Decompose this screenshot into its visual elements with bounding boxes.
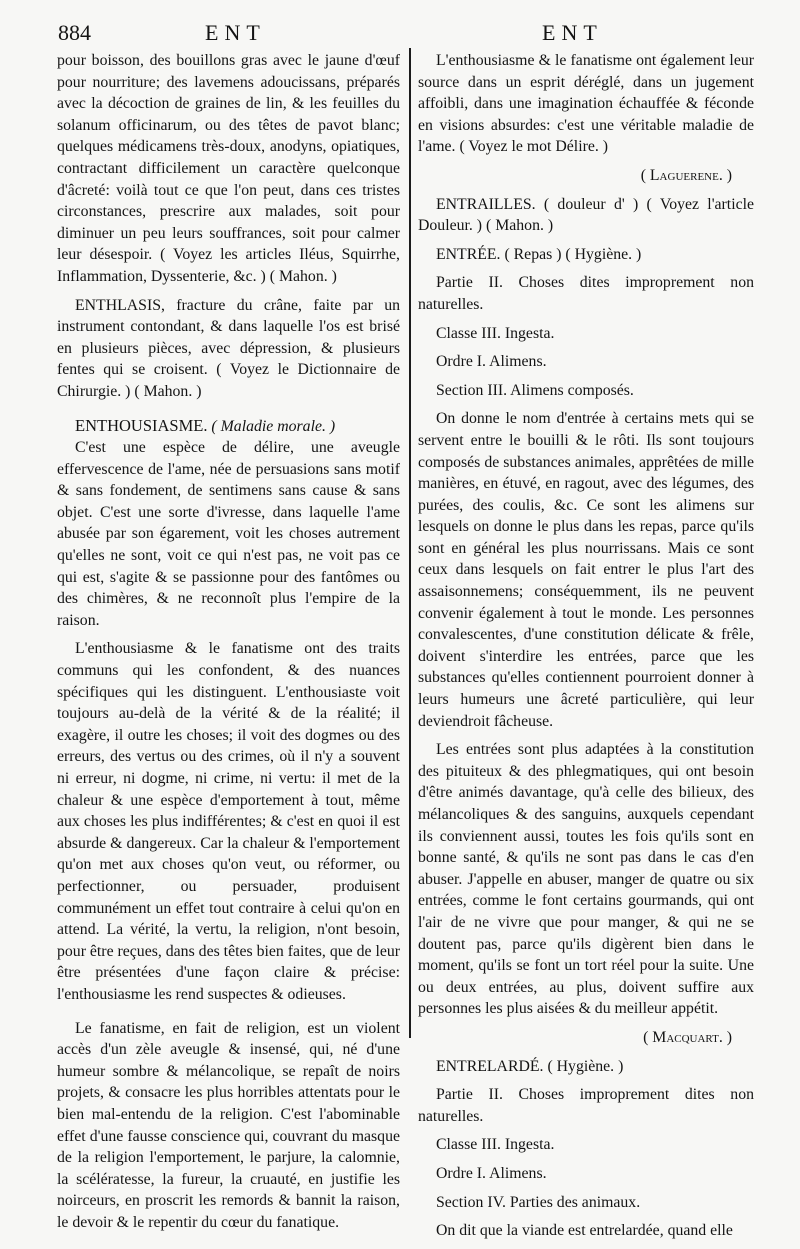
right-column (418, 50, 754, 1249)
entry-entrelarde-heading: ENTRELARDÉ. ( Hygiène. ) (436, 1057, 624, 1075)
classification-section: Section III. Alimens composés. (436, 381, 634, 399)
column-divider (409, 48, 411, 1038)
paragraph-fanaticism: Le fanatisme, en fait de religion, est un violent accès d'un zèle aveugle & insensé, qui, né d'une humeur sombre & mélancolique, se repaît de noirs projets, & consacre les plus horribles attentats pour le bien mal-entendu de la religion. C'est l'abominable effet d'une fausse conscience qui, couvrant du masque de la religion l'emportement, le parjure, la calomnie, la scélératesse, la fureur, la cruauté, en justifie les noirceurs, en proscrit les remords & bannit la raison, le devoir & le repentir du cœur du fanatique. (57, 1019, 400, 1231)
paragraph-entree-definition: On donne le nom d'entrée à certains mets qui se servent entre le bouilli & le rôti. Ils sont toujours composés de substances animales, apprêtées de mille manières, en étuvé, en ragout, avec des légumes, des purées, des coulis, &c. Ce sont les alimens sur lesquels on donne le plus dans les repas, parce qu'ils sont en général les plus nourrissans. Mais ce sont ceux dans lesquels on fait entrer le plus l'art des assaisonnemens; conséquemment, ils ne peuvent convenir également à tout le monde. Les personnes convalescentes, d'une constitution délicate & frêle, doivent s'interdire les entrées, parce que les substances qu'elles contiennent pourroient donner à leurs humeurs une âcreté particulière, qui leur deviendroit fâcheuse. (418, 410, 754, 730)
classification-ordre: Ordre I. Alimens. (436, 1164, 547, 1182)
entry-entrailles: ENTRAILLES. ( douleur d' ) ( Voyez l'article Douleur. ) ( Mahon. ) (418, 195, 754, 235)
headword: ENTHOUSIASME. (75, 415, 208, 435)
headword-category: ( Maladie morale. ) (211, 417, 336, 435)
running-header (0, 18, 800, 48)
paragraph-entrelarde: On dit que la viande est entrelardée, quand elle (436, 1222, 733, 1240)
running-head-left: ENT (205, 20, 266, 45)
running-head-right: ENT (542, 20, 603, 45)
classification-partie: Partie II. Choses improprement dites non naturelles. (418, 1086, 754, 1125)
paragraph-continuation: L'enthousiasme & le fanatisme ont également leur source dans un esprit déréglé, dans un jugement affoibli, dans une imagination échauffée & féconde en visions absurdes: c'est une véritable maladie de l'ame. ( Voyez le mot Délire. ) (418, 52, 754, 156)
entry-enthlasis: ENTHLASIS, fracture du crâne, faite par un instrument contondant, & dans laquelle l'os est brisé en plusieurs pièces, avec dépression, & plusieurs fentes qui se croisent. ( Voyez le Dictionnaire de Chirurgie. ) ( Mahon. ) (57, 296, 400, 400)
classification-section: Section IV. Parties des animaux. (436, 1193, 641, 1211)
entry-enthousiasme-heading (57, 415, 400, 438)
page-number: 884 (58, 20, 91, 45)
author-signature: ( Laguerene. ) (640, 166, 732, 184)
entry-entree-heading: ENTRÉE. ( Repas ) ( Hygiène. ) (436, 245, 642, 263)
classification-classe: Classe III. Ingesta. (436, 324, 555, 342)
classification-ordre: Ordre I. Alimens. (436, 353, 547, 371)
left-column (57, 50, 400, 1240)
author-signature: ( Macquart. ) (643, 1028, 732, 1046)
classification-partie: Partie II. Choses dites improprement non naturelles. (418, 274, 754, 313)
paragraph-enthusiasm-fanaticism: L'enthousiasme & le fanatisme ont des traits communs qui les confondent, & des nuances spécifiques qui les distinguent. L'enthousiaste voit toujours au-delà de la vérité & de la réalité; il exagère, il outre les choses; il voit des dogmes ou des erreurs, des vertus ou des crimes, où il n'y a souvent ni erreur, ni dogme, ni crime, ni vertu: il met de la chaleur & une espèce d'emportement à tout, même aux choses les plus indifférentes; & c'est en quoi il est absurde & dangereux. Car la chaleur & l'emportement qu'on met aux choses qu'on veut, ou réformer, ou perfectionner, ou persuader, produisent communément un effet tout contraire à celui qu'on en attend. La vérité, la vertu, la religion, n'ont besoin, pour être reçues, dans des têtes bien faites, que de leur être présentées d'une façon claire & précise: l'enthousiasme les rend suspectes & odieuses. (57, 640, 401, 1003)
paragraph-continuation: pour boisson, des bouillons gras avec le jaune d'œuf pour nourriture; des lavemens adoucissans, préparés avec la décoction de graines de lin, & les feuilles du solanum officinarum, ou des têtes de pavot blanc; quelques médicamens très-doux, anodyns, opiatiques, contractant difficilement un caractère quelconque d'âcreté: voilà tout ce que l'on peut, dans ces tristes circonstances, prescrire aux malades, soit pour diminuer un peu leurs souffrances, soit pour calmer leur désespoir. ( Voyez les articles Iléus, Squirrhe, Inflammation, Dyssenterie, &c. ) ( Mahon. ) (57, 52, 400, 285)
classification-classe: Classe III. Ingesta. (436, 1136, 555, 1154)
paragraph-entree-constitution: Les entrées sont plus adaptées à la constitution des pituiteux & des phlegmatiques, qui ont besoin d'être animés davantage, qu'à celle des bilieux, des mélancoliques & des sanguins, auxquels cependant ils conviennent aussi, toutes les fois qu'ils sont en bonne santé, & qu'ils ne sont pas dans le cas d'en abuser. J'appelle en abuser, manger de quatre ou six entrées, comme le font certains gourmands, qui ont l'air de ne vivre que pour manger, & qui ne se doutent pas, parce qu'ils digèrent bien dans le moment, qu'ils se font un tort réel pour la suite. Une ou deux entrées, au plus, doivent suffire aux personnes les plus aisées & du meilleur appétit. (418, 741, 754, 1018)
paragraph-definition: C'est une espèce de délire, une aveugle effervescence de l'ame, née de persuasions sans motif & sans fondement, de sentimens sans cause & sans objet. C'est une sorte d'ivresse, dans laquelle l'ame abusée par son égarement, voit les choses autrement qu'elles ne sont, voit ce qui n'est pas, ne voit pas ce qui est, s'agite & se passionne pour des fantômes ou des chimères, & ne reconnoît plus l'empire de la raison. (57, 439, 400, 629)
